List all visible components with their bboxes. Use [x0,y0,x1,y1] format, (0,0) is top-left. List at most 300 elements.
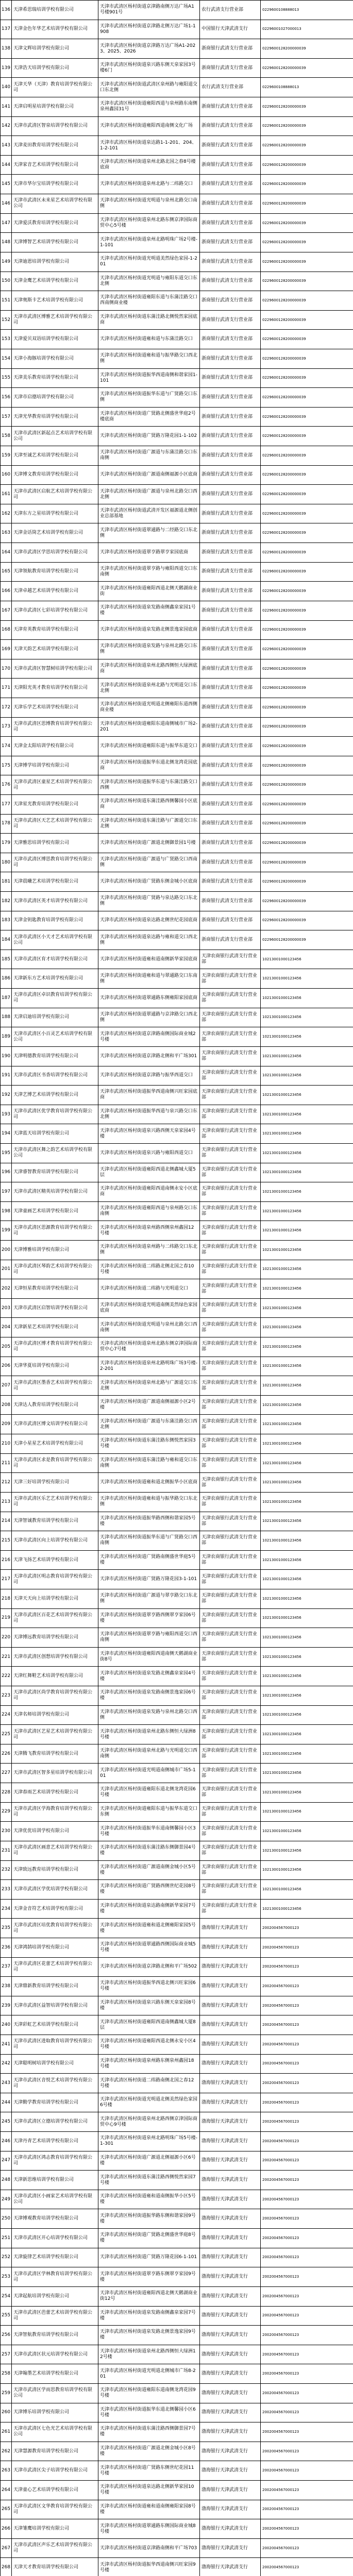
account-cell: 0229600128200000039 [261,794,353,814]
account-cell: 2002004567000123 [261,2035,353,2054]
table-row [1,1395,353,1415]
account-cell: 2002004567000123 [261,2442,353,2461]
row-number-cell: 249 [1,2190,12,2209]
row-number-cell: 201 [1,1260,12,1279]
account-cell: 2002004567000123 [261,2209,353,2229]
table-row [1,1957,353,1977]
institution-name-cell: 天津市武清区天艺艺术培训学校有限公司 [12,814,98,834]
row-number-cell: 240 [1,2015,12,2035]
table-row [1,213,353,233]
table-row [1,2558,353,2576]
address-cell: 天津市武清区杨村街道雍阳东道与东蒲洼路交口西南侧商业楼 [98,291,200,311]
row-number-cell: 266 [1,2519,12,2539]
bank-cell: 浙商银行武清支行营业部 [200,368,261,388]
address-cell: 天津市武清区杨村街道雍阳西道与泉州路东南侧泉州鑫园31号 [98,97,200,117]
bank-cell: 天津农商银行武清支行营业部 [200,1512,261,1531]
bank-cell: 浙商银行武清支行营业部 [200,872,261,892]
bank-cell: 天津农商银行武清支行营业部 [200,1434,261,1454]
address-cell: 天津市武清区杨村街道京津路南侧国际商业城2号楼 [98,1027,200,1047]
table-row [1,2054,353,2074]
account-cell: 0229600128200000039 [261,233,353,252]
bank-cell: 渤海银行天津武清支行 [200,2248,261,2267]
institution-name-cell: 天津金鹰艺术培训学校有限公司 [12,272,98,291]
table-row [1,2286,353,2306]
bank-cell: 渤海银行天津武清支行 [200,2442,261,2461]
account-cell: 0229600128200000039 [261,446,353,466]
institution-name-cell: 天津卓越艺术培训学校有限公司 [12,582,98,601]
institution-name-cell: 天津丹青艺术培训学校有限公司 [12,2132,98,2151]
account-cell: 10213001000123456 [261,1802,353,1822]
row-number-cell: 158 [1,427,12,446]
account-cell: 0229600128200000039 [261,853,353,872]
account-cell: 0229600128200000039 [261,698,353,717]
account-cell: 2002004567000123 [261,2286,353,2306]
account-cell: 2002004567000123 [261,2015,353,2035]
row-number-cell: 165 [1,562,12,582]
institution-name-cell: 天津市武清区七彩培训学校有限公司 [12,601,98,620]
institution-name-cell: 天津市武清区智慧树培训学校有限公司 [12,659,98,679]
account-cell: 10213001000123456 [261,1124,353,1144]
table-row [1,1744,353,1764]
address-cell: 天津市武清区杨村街道泉发路南侧景逸家园6号楼 [98,1686,200,1706]
address-cell: 天津市武清区杨村街道雍阳西道南侧鑫城大厦8层 [98,2015,200,2035]
address-cell: 天津市武清区杨村街道雍阳西道南侧文化广场 [98,116,200,136]
bank-cell: 浙商银行武清支行营业部 [200,582,261,601]
bank-cell: 浙商银行武清支行营业部 [200,136,261,156]
bank-cell: 天津农商银行武清支行营业部 [200,1608,261,1628]
row-number-cell: 209 [1,1415,12,1434]
account-cell: 0229600128200000039 [261,116,353,136]
institution-name-cell: 天津市武清区学而思教育培训学校有限公司 [12,2383,98,2403]
address-cell: 天津市武清区杨村街道泉达路与雍和道交口西北侧 [98,930,200,950]
institution-name-cell: 天津市武清区鸿志教育培训学校有限公司 [12,2151,98,2171]
account-cell: 10213001000123456 [261,969,353,989]
bank-cell: 浙商银行武清支行营业部 [200,349,261,368]
address-cell: 天津市武清区杨村街道振华路西侧和谐家园5号楼 [98,1512,200,1531]
address-cell: 天津市武清区杨村街道光明道与雍阳东道交口东北侧 [98,272,200,291]
institution-name-cell: 天津艺博艺术培训学校有限公司 [12,1086,98,1105]
row-number-cell: 196 [1,1163,12,1182]
table-row [1,756,353,775]
institution-name-cell: 天津腾飞教育培训学校有限公司 [12,1744,98,1764]
table-row [1,601,353,620]
institution-name-cell: 天津市武清区英才培训学校有限公司 [12,892,98,911]
row-number-cell: 237 [1,1957,12,1977]
account-cell: 10213001000123456 [261,1318,353,1337]
address-cell: 天津市武清区杨村街道雍和道北侧振华小区底商 [98,1473,200,1493]
account-cell: 10213001000123456 [261,1298,353,1318]
row-number-cell: 264 [1,2481,12,2500]
bank-cell: 浙商银行武清支行营业部 [200,427,261,446]
account-cell: 2002004567000123 [261,2558,353,2576]
table-row [1,1201,353,1221]
address-cell: 天津市武清区杨村街道雍和道与振华路交口西北侧 [98,349,200,368]
institution-name-cell: 天津光华教育培训学校有限公司 [12,407,98,427]
address-cell: 天津市武清区杨村街道翠亨路翠亨家园底商 [98,543,200,563]
bank-cell: 渤海银行天津武清支行 [200,2481,261,2500]
bank-cell: 渤海银行天津武清支行 [200,1938,261,1957]
row-number-cell: 182 [1,892,12,911]
bank-cell: 天津农商银行武清支行营业部 [200,1550,261,1570]
table-row [1,2422,353,2442]
row-number-cell: 156 [1,388,12,408]
institution-name-cell: 天津博智艺术培训学校有限公司 [12,233,98,252]
row-number-cell: 154 [1,349,12,368]
bank-cell: 天津农商银行武清支行营业部 [200,1395,261,1415]
bank-cell: 浙商银行武清支行营业部 [200,213,261,233]
address-cell: 天津市武清区杨村街道泉州北路明珠广场5号楼-1-301 [98,2132,200,2151]
address-cell: 天津市武清区杨村街道振华西道南侧兴旺家园底商 [98,1086,200,1105]
row-number-cell: 267 [1,2538,12,2558]
institution-name-cell: 天津市武清区未来星艺术培训学校有限公司 [12,194,98,214]
bank-cell: 渤海银行天津武清支行 [200,2422,261,2442]
account-cell: 10213001000123456 [261,1143,353,1163]
row-number-cell: 160 [1,465,12,485]
address-cell: 天津市武清区杨村街道雍和道与东蒲洼路交口 [98,330,200,349]
bank-cell: 天津农商银行武清支行营业部 [200,1241,261,1260]
account-cell: 0229600128200000039 [261,349,353,368]
table-row [1,582,353,601]
bank-cell: 渤海银行天津武清支行 [200,2054,261,2074]
row-number-cell: 137 [1,20,12,39]
row-number-cell: 143 [1,136,12,156]
account-cell: 0229600128200000039 [261,272,353,291]
address-cell: 天津市武清区杨村街道翠通路与二经路交口东北侧 [98,523,200,543]
row-number-cell: 223 [1,1686,12,1706]
row-number-cell: 235 [1,1919,12,1938]
table-row [1,39,353,59]
table-row [1,1182,353,1202]
institution-name-cell: 天津红舞鞋艺术培训学校有限公司 [12,1667,98,1686]
bank-cell: 浙商银行武清支行营业部 [200,233,261,252]
bank-cell: 天津农商银行武清支行营业部 [200,1589,261,1608]
institution-name-cell: 天津新星艺术培训学校有限公司 [12,1318,98,1337]
table-row [1,1434,353,1454]
account-cell: 0229600128200000039 [261,756,353,775]
bank-cell: 渤海银行天津武清支行 [200,2132,261,2151]
address-cell: 天津市武清区杨村街道东蒲洼路北侧悦然家园底商 [98,310,200,330]
table-row [1,1860,353,1880]
bank-cell: 天津农商银行武清支行营业部 [200,1143,261,1163]
institution-name-cell: 天津博远教育培训学校有限公司 [12,1628,98,1648]
address-cell: 天津市武清区杨村街道广贤路万隆花园3-1-101 [98,1570,200,1589]
institution-name-cell: 天津达人教育培训学校有限公司 [12,1395,98,1415]
row-number-cell: 169 [1,640,12,659]
bank-cell: 渤海银行天津武清支行 [200,2538,261,2558]
institution-name-cell: 天津市武清区状元培训学校有限公司 [12,2345,98,2364]
address-cell: 天津市武清区杨村街道泉州北路西侧恒大绿洲12号楼 [98,2345,200,2364]
institution-name-cell: 天津市武清区开心培训学校有限公司 [12,2229,98,2248]
institution-name-cell: 天津希思瑞培训学校有限公司 [12,1,98,20]
row-number-cell: 155 [1,368,12,388]
row-number-cell: 221 [1,1647,12,1667]
address-cell: 天津市武清区杨村街道泉兴路与雍阳西道交口 [98,1143,200,1163]
account-cell: 0229600128200000039 [261,136,353,156]
institution-name-cell: 天津市武清区花蕾艺术培训学校有限公司 [12,1957,98,1977]
bank-cell: 渤海银行天津武清支行 [200,1977,261,1996]
bank-cell: 天津农商银行武清支行营业部 [200,1686,261,1706]
address-cell: 天津市武清区杨村街道二纬路与光明道交口 [98,1279,200,1299]
row-number-cell: 231 [1,1841,12,1860]
row-number-cell: 226 [1,1744,12,1764]
bank-cell: 浙商银行武清支行营业部 [200,291,261,311]
institution-name-cell: 天津金音符艺术培训学校有限公司 [12,1899,98,1919]
row-number-cell: 193 [1,1105,12,1124]
account-cell: 2002004567000123 [261,2519,353,2539]
account-cell: 10213001000123456 [261,1105,353,1124]
address-cell: 天津市武清区杨村街道东蒲洼路西侧悦然家园7号楼 [98,2171,200,2190]
address-cell: 天津市武清区杨村街道泉州北路东侧京津国际商贸中心7号楼 [98,1337,200,1357]
address-cell: 天津市武清区杨村街道雍阳西道北侧天鹅湖商业街12号 [98,2286,200,2306]
table-row [1,2093,353,2112]
row-number-cell: 233 [1,1880,12,1900]
account-cell: 2002004567000123 [261,2112,353,2132]
account-cell: 10213001000123456 [261,1764,353,1783]
account-cell: 0229600128200000039 [261,892,353,911]
institution-name-cell: 天津市华尔宝培训学校有限公司 [12,175,98,194]
table-row [1,1066,353,1086]
address-cell: 天津市武清区杨村街道泉州路西侧泉州鑫园12号楼 [98,1221,200,1241]
institution-name-cell: 天津市武清区学林教育培训学校有限公司 [12,2267,98,2287]
table-row [1,1977,353,1996]
bank-cell: 天津农商银行武清支行营业部 [200,1337,261,1357]
account-cell: 10213001000123456 [261,1260,353,1279]
institution-name-cell: 天津阳光英才教育培训学校有限公司 [12,679,98,698]
account-cell: 0229600128200000039 [261,291,353,311]
table-row [1,291,353,311]
account-cell: 10213001000123456 [261,1376,353,1396]
row-number-cell: 222 [1,1667,12,1686]
address-cell: 天津市武清区杨村街道泉州北路与广源道交口东北侧 [98,1376,200,1396]
bank-cell: 浙商银行武清支行营业部 [200,523,261,543]
address-cell: 天津市武清区杨村街道泉州北路与二纬路交口 [98,175,200,194]
address-cell: 天津市武清区杨村街道广源道与东蒲洼路交口东南侧 [98,446,200,466]
table-row [1,2267,353,2287]
institution-name-cell: 天津市武清区进取教育培训学校有限公司 [12,2035,98,2054]
address-cell: 天津市武清区杨村街道京津路与振华西道交口 [98,1066,200,1086]
table-row [1,1008,353,1027]
account-cell: 0229600128200000039 [261,194,353,214]
table-row [1,2442,353,2461]
institution-name-cell: 天津市武清区百花艺术培训学校有限公司 [12,1608,98,1628]
row-number-cell: 208 [1,1395,12,1415]
account-cell: 10213001000123456 [261,1279,353,1299]
address-cell: 天津市武清区杨村街道广源道北侧金城小区8号楼 [98,2442,200,2461]
row-number-cell: 232 [1,1860,12,1880]
row-number-cell: 185 [1,950,12,969]
table-row [1,2403,353,2422]
bank-cell: 浙商银行武清支行营业部 [200,601,261,620]
bank-cell: 浙商银行武清支行营业部 [200,446,261,466]
table-row [1,1,353,20]
account-cell: 10213001000123456 [261,1008,353,1027]
table-row [1,1318,353,1337]
address-cell: 天津市武清区杨村街道振华西道南侧和谐家园1-101 [98,368,200,388]
table-row [1,717,353,737]
institution-name-cell: 天津市武清区文华教育培训学校有限公司 [12,2500,98,2519]
table-row [1,698,353,717]
bank-cell: 渤海银行天津武清支行 [200,2286,261,2306]
institution-name-cell: 天津聪明树培训学校有限公司 [12,2054,98,2074]
bank-cell: 天津农商银行武清支行营业部 [200,1298,261,1318]
account-cell: 2002004567000123 [261,2481,353,2500]
bank-cell: 天津农商银行武清支行营业部 [200,1570,261,1589]
institution-name-cell: 天津旋律艺术培训学校有限公司 [12,2248,98,2267]
address-cell: 天津市武清区杨村街道振华西道与泉兴路交口东北侧 [98,1105,200,1124]
institution-name-cell: 天津雏鹰培训学校有限公司 [12,2519,98,2539]
bank-cell: 浙商银行武清支行营业部 [200,562,261,582]
address-cell: 天津市武清区杨村街道二纬路北侧北国之春10号楼 [98,1260,200,1279]
table-row [1,1802,353,1822]
row-number-cell: 216 [1,1550,12,1570]
address-cell: 天津市武清区杨村街道雍阳东道与振华东道交口 [98,737,200,756]
table-row [1,2500,353,2519]
account-cell: 2002004567000123 [261,1996,353,2015]
account-cell: 0229600128200000039 [261,58,353,78]
bank-cell: 浙商银行武清支行营业部 [200,659,261,679]
institution-name-cell: 天津三好培训学校有限公司 [12,1473,98,1493]
row-number-cell: 163 [1,523,12,543]
institution-name-cell: 天津乐学艺术培训学校有限公司 [12,698,98,717]
address-cell: 天津市武清区杨村街道广贤路万隆花园6-1-101 [98,2248,200,2267]
account-cell: 2002004567000123 [261,1977,353,1996]
account-cell: 0229600108888013 [261,78,353,97]
bank-cell: 天津农商银行武清支行营业部 [200,1492,261,1512]
row-number-cell: 161 [1,485,12,504]
address-cell: 天津市武清区杨村街道泉州北路北国之春8号楼底商 [98,155,200,175]
address-cell: 天津市武清区杨村街道光明道北侧美然绿色家园6号楼 [98,2093,200,2112]
account-cell: 10213001000123456 [261,1860,353,1880]
row-number-cell: 246 [1,2132,12,2151]
institution-name-cell: 天津睿智教育培训学校有限公司 [12,1163,98,1182]
institution-name-cell: 天津市武清区培优教育培训学校有限公司 [12,1919,98,1938]
row-number-cell: 210 [1,1434,12,1454]
institution-name-cell: 天津春雨艺术培训学校有限公司 [12,1783,98,1803]
row-number-cell: 263 [1,2461,12,2481]
table-row [1,1357,353,1376]
address-cell: 天津市武清区杨村街道泉达路1-1-201、204、1-2-101 [98,136,200,156]
address-cell: 天津市武清区杨村街道泉达路北侧世纪花园底商 [98,911,200,930]
address-cell: 天津市武清区杨村街道翠通路东侧雍阳家园底商 [98,989,200,1008]
table-row [1,368,353,388]
table-row [1,465,353,485]
table-row [1,1415,353,1434]
address-cell: 天津市武清区杨村街道雍阳东道与振华东道交口东侧 [98,1802,200,1822]
account-cell: 10213001000123456 [261,1899,353,1919]
institution-name-cell: 天津市武清区博文培训学校有限公司 [12,1415,98,1434]
bank-cell: 天津农商银行武清支行营业部 [200,1453,261,1473]
bank-cell: 渤海银行天津武清支行 [200,1919,261,1938]
bank-cell: 浙商银行武清支行营业部 [200,252,261,272]
institution-name-cell: 天津美乐教育培训学校有限公司 [12,368,98,388]
row-number-cell: 228 [1,1783,12,1803]
row-number-cell: 236 [1,1938,12,1957]
row-number-cell: 268 [1,2558,12,2576]
address-cell: 天津市武清区杨村街道光明道北侧城市广场8-201 [98,2364,200,2384]
account-cell: 10213001000123456 [261,1241,353,1260]
institution-name-cell: 天津市武清区启智培训学校有限公司 [12,1298,98,1318]
institution-name-cell: 天津天才教育培训学校有限公司 [12,2558,98,2576]
address-cell: 天津市武清区杨村街道广贤路南侧盛世华庭5号楼 [98,1550,200,1570]
table-row [1,814,353,834]
institution-name-cell: 天津彩虹艺术培训学校有限公司 [12,2015,98,2035]
table-row [1,562,353,582]
institution-name-cell: 天津新思维培训学校有限公司 [12,2171,98,2190]
table-row [1,834,353,853]
account-cell: 0229600128200000039 [261,640,353,659]
address-cell: 天津市武清区杨村街道二纬路南侧北国之春12号楼 [98,2074,200,2093]
address-cell: 天津市武清区杨村街道雍阳东道南侧城市广场2-201 [98,717,200,737]
bank-cell: 渤海银行天津武清支行 [200,2326,261,2345]
table-row [1,1880,353,1900]
table-row [1,388,353,408]
institution-name-cell: 天津麦田教育培训学校有限公司 [12,136,98,156]
address-cell: 天津市武清区杨村街道振华路东侧和谐家园9号楼 [98,2209,200,2229]
table-row [1,2209,353,2229]
bank-cell: 天津农商银行武清支行营业部 [200,950,261,969]
bank-cell: 渤海银行天津武清支行 [200,2229,261,2248]
row-number-cell: 247 [1,2151,12,2171]
address-cell: 天津市武清区杨村街道泉州北路东侧京津国际商贸中心5号楼 [98,213,200,233]
institution-name-cell: 天津市武清区墨香艺术培训学校有限公司 [12,1376,98,1396]
bank-cell: 天津农商银行武清支行营业部 [200,1705,261,1725]
table-row [1,2326,353,2345]
institution-name-cell: 天津勤学教育培训学校有限公司 [12,2093,98,2112]
row-number-cell: 205 [1,1337,12,1357]
account-cell: 2002004567000123 [261,2267,353,2287]
row-number-cell: 227 [1,1764,12,1783]
account-cell: 0229600128200000039 [261,39,353,59]
address-cell: 天津市武清区杨村街道泉发路北侧景逸家园底商 [98,620,200,640]
bank-cell: 渤海银行天津武清支行 [200,2306,261,2326]
bank-cell: 农行武清支行营业部 [200,1,261,20]
row-number-cell: 195 [1,1143,12,1163]
address-cell: 天津市武清区杨村街道泉发路北侧鑫泉家园4号楼 [98,1667,200,1686]
bank-cell: 浙商银行武清支行营业部 [200,39,261,59]
account-cell: 0229600128200000039 [261,834,353,853]
institution-name-cell: 天津领航教育培训学校有限公司 [12,562,98,582]
bank-cell: 渤海银行天津武清支行 [200,2383,261,2403]
institution-name-cell: 天津博雅培训学校有限公司 [12,1241,98,1260]
bank-cell: 浙商银行武清支行营业部 [200,155,261,175]
row-number-cell: 261 [1,2422,12,2442]
table-row [1,1105,353,1124]
account-cell: 2002004567000123 [261,2306,353,2326]
address-cell: 天津市武清区杨村街道广贤路北侧盛世华庭8号楼 [98,2229,200,2248]
account-cell: 10213001000123456 [261,1531,353,1551]
table-row [1,1764,353,1783]
bank-cell: 渤海银行天津武清支行 [200,1957,261,1977]
row-number-cell: 220 [1,1628,12,1648]
row-number-cell: 171 [1,679,12,698]
bank-cell: 浙商银行武清支行营业部 [200,485,261,504]
account-cell: 10213001000123456 [261,1667,353,1686]
bank-cell: 渤海银行天津武清支行 [200,2364,261,2384]
table-row [1,330,353,349]
row-number-cell: 168 [1,620,12,640]
bank-cell: 天津农商银行武清支行营业部 [200,1744,261,1764]
address-cell: 天津市武清区杨村街道雍阳东道南侧龙湾花园9号楼 [98,2383,200,2403]
address-cell: 天津市武清区杨村街道广贤路西侧世纪花园8号楼 [98,1880,200,1900]
account-cell: 2002004567000123 [261,2345,353,2364]
bank-cell: 天津农商银行武清支行营业部 [200,1667,261,1686]
address-cell: 天津市武清区杨村街道东蒲洼路西侧馨园小区底商 [98,794,200,814]
bank-cell: 浙商银行武清支行营业部 [200,330,261,349]
table-row [1,2229,353,2248]
table-row [1,1376,353,1396]
address-cell: 天津市武清区杨村街道雍和道北侧雍阳家园5号楼 [98,1919,200,1938]
bank-cell: 浙商银行武清支行营业部 [200,775,261,795]
